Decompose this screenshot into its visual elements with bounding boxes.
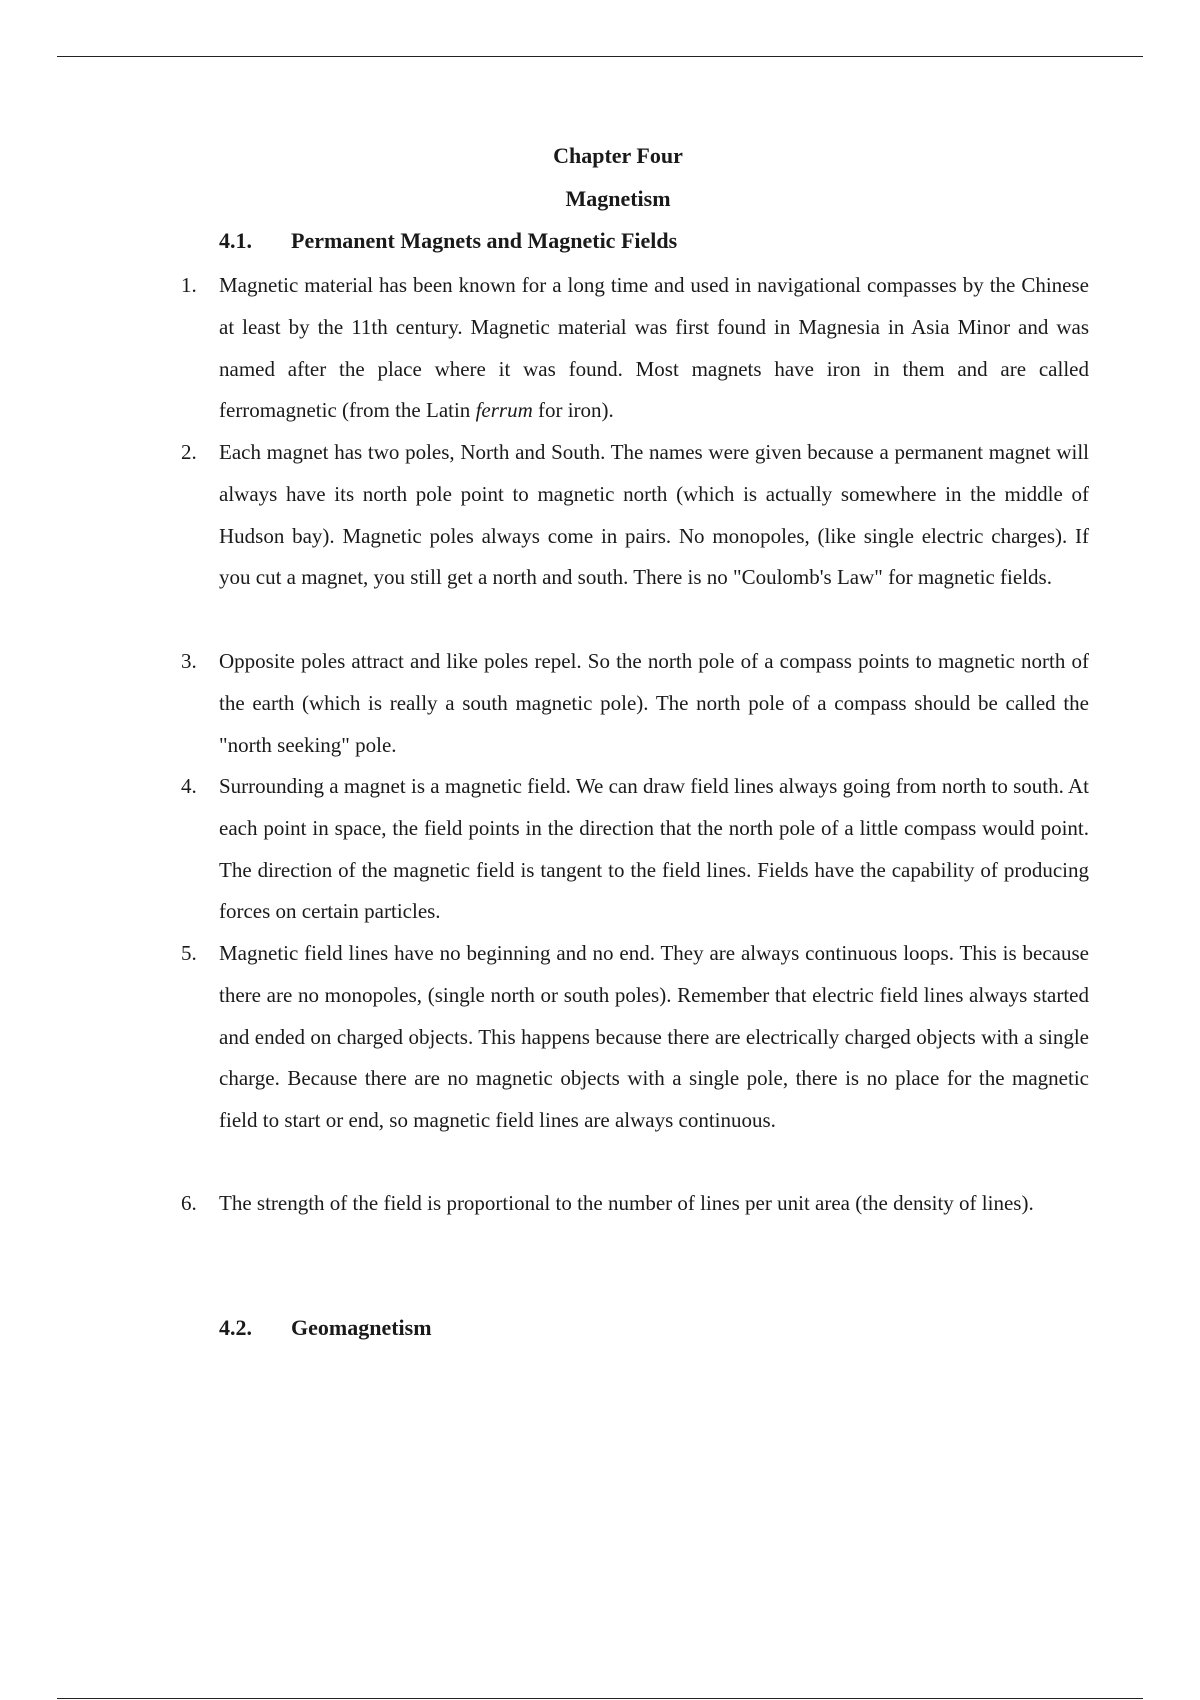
list-item-text: The strength of the field is proportional to the number of lines per unit area (the density of lines). xyxy=(219,1191,1034,1215)
chapter-subtitle: Magnetism xyxy=(565,186,671,211)
list-item-text: Surrounding a magnet is a magnetic field. We can draw field lines always going from north to south. At each point in space, the field points in the direction that the north pole of a little compass would point. The direction of the magnetic field is tangent to the field lines. Fields have the capability of producing forces on certain particles. xyxy=(219,774,1089,924)
italic-term: ferrum xyxy=(475,398,533,423)
list-item-number: 4. xyxy=(181,774,197,798)
list-item-number: 6. xyxy=(181,1191,197,1215)
top-rule xyxy=(57,56,1143,57)
section-heading-4-1 xyxy=(219,226,677,256)
section-number: 4.1. xyxy=(219,228,252,253)
text-run: Magnetic material has been known for a long time and used in navigational compasses by the Chinese at least by the 11th century. Magnetic material was first found in Magnesia in Asia Minor and was named after the place where it was found. Most magnets have iron in them and are called ferromagnetic (from the Latin xyxy=(219,273,1089,423)
section-title: Permanent Magnets and Magnetic Fields xyxy=(291,228,678,253)
section-heading-4-2 xyxy=(219,1313,432,1343)
list-item-text: Magnetic field lines have no beginning and no end. They are always continuous loops. This is because there are no monopoles, (single north or south poles). Remember that electric field lines always started and ended on charged objects. This happens because there are electrically charged objects with a single charge. Because there are no magnetic objects with a single pole, there is no place for the magnetic field to start or end, so magnetic field lines are always continuous. xyxy=(219,941,1089,1133)
list-item-number: 5. xyxy=(181,941,197,965)
list-item-number: 3. xyxy=(181,649,197,673)
section-number: 4.2. xyxy=(219,1315,252,1340)
bottom-rule xyxy=(57,1698,1143,1699)
section-title: Geomagnetism xyxy=(291,1315,432,1340)
list-item-text xyxy=(219,265,1089,432)
list-item-number: 1. xyxy=(181,273,197,297)
list-item-text: Each magnet has two poles, North and South. The names were given because a permanent magnet will always have its north pole point to magnetic north (which is actually somewhere in the middle of Hudson bay). Magnetic poles always come in pairs. No monopoles, (like single electric charges). If you cut a magnet, you still get a north and south. There is no "Coulomb's Law" for magnetic fields. xyxy=(219,440,1089,590)
text-run: for iron). xyxy=(532,398,614,423)
list-item-text: Opposite poles attract and like poles repel. So the north pole of a compass points to magnetic north of the earth (which is really a south magnetic pole). The north pole of a compass should be called the "north seeking" pole. xyxy=(219,649,1089,757)
list-item-number: 2. xyxy=(181,440,197,464)
chapter-title: Chapter Four xyxy=(553,143,683,168)
